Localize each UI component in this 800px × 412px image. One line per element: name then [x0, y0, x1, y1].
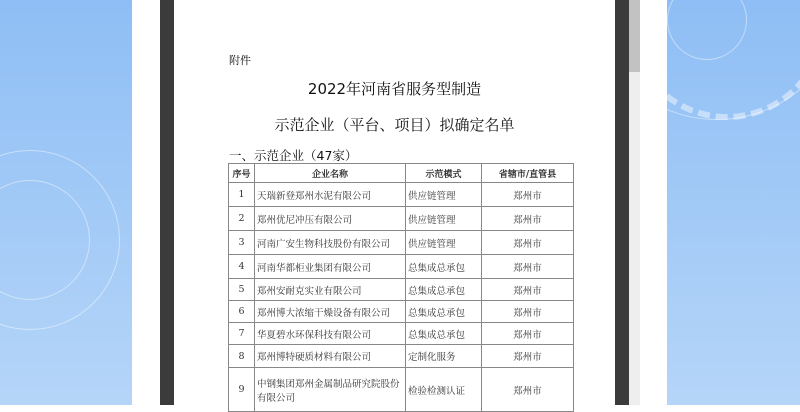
city: 郑州市 [482, 301, 574, 323]
section-heading: 一、示范企业（47家） [229, 148, 358, 163]
row-number: 9 [229, 368, 255, 412]
table-row [229, 183, 574, 207]
header-no: 序号 [229, 164, 255, 183]
company-name: 河南华都柜业集团有限公司 [255, 255, 406, 279]
city: 郑州市 [482, 279, 574, 301]
table-row [229, 255, 574, 279]
city: 郑州市 [482, 231, 574, 255]
demo-mode: 供应链管理 [406, 207, 482, 231]
viewer-left-border [160, 0, 174, 405]
row-number: 7 [229, 323, 255, 345]
city: 郑州市 [482, 207, 574, 231]
viewer-right-border [615, 0, 629, 405]
title-line-1: 2022年河南省服务型制造 [307, 80, 482, 98]
row-number: 5 [229, 279, 255, 301]
row-number: 8 [229, 345, 255, 368]
table-header-row [229, 164, 574, 183]
city: 郑州市 [482, 323, 574, 345]
company-name: 郑州安耐克实业有限公司 [255, 279, 406, 301]
company-name: 华夏碧水环保科技有限公司 [255, 323, 406, 345]
company-name: 郑州优尼冲压有限公司 [255, 207, 406, 231]
row-number: 4 [229, 255, 255, 279]
enterprise-table [228, 163, 574, 412]
company-name: 河南广安生物科技股份有限公司 [255, 231, 406, 255]
document-page [174, 0, 615, 405]
demo-mode: 总集成总承包 [406, 323, 482, 345]
attachment-label: 附件 [229, 54, 251, 67]
demo-mode: 检验检测认证 [406, 368, 482, 412]
company-name: 郑州博特硬质材料有限公司 [255, 345, 406, 368]
table-row [229, 323, 574, 345]
row-number: 3 [229, 231, 255, 255]
city: 郑州市 [482, 368, 574, 412]
row-number: 6 [229, 301, 255, 323]
table-row [229, 345, 574, 368]
table-row [229, 207, 574, 231]
company-name: 中钢集团郑州金属制品研究院股份有限公司 [255, 368, 406, 412]
table-row [229, 301, 574, 323]
city: 郑州市 [482, 183, 574, 207]
demo-mode: 总集成总承包 [406, 301, 482, 323]
demo-mode: 供应链管理 [406, 183, 482, 207]
scrollbar-thumb[interactable] [629, 0, 640, 72]
demo-mode: 定制化服务 [406, 345, 482, 368]
header-name: 企业名称 [255, 164, 406, 183]
demo-mode: 总集成总承包 [406, 279, 482, 301]
city: 郑州市 [482, 255, 574, 279]
demo-mode: 总集成总承包 [406, 255, 482, 279]
company-name: 郑州博大浓缩干燥设备有限公司 [255, 301, 406, 323]
demo-mode: 供应链管理 [406, 231, 482, 255]
table-row [229, 231, 574, 255]
background-left [0, 0, 132, 405]
row-number: 2 [229, 207, 255, 231]
row-number: 1 [229, 183, 255, 207]
title-line-2: 示范企业（平台、项目）拟确定名单 [274, 116, 515, 134]
table-row [229, 279, 574, 301]
background-right [667, 0, 800, 405]
city: 郑州市 [482, 345, 574, 368]
header-mode: 示范模式 [406, 164, 482, 183]
header-city: 省辖市/直管县 [482, 164, 574, 183]
company-name: 天瑞新登郑州水泥有限公司 [255, 183, 406, 207]
